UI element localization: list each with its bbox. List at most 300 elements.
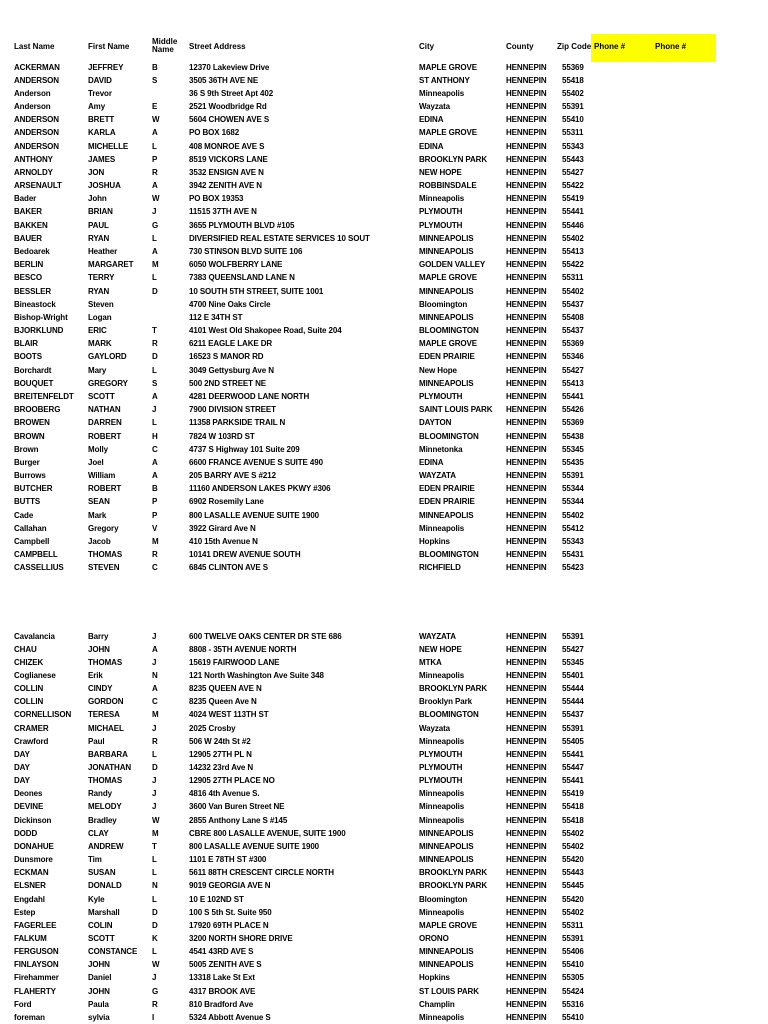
middle-initial-cell: W	[152, 815, 160, 825]
middle-initial-cell: K	[152, 933, 158, 943]
zip-code-cell: 55422	[562, 181, 584, 191]
middle-initial-cell: J	[152, 973, 157, 983]
city-cell: Champlin	[419, 999, 455, 1009]
zip-code-cell: 55391	[562, 631, 584, 641]
table-row	[0, 708, 768, 721]
table-row	[0, 443, 768, 456]
middle-initial-cell: C	[152, 563, 158, 573]
table-row	[0, 1011, 768, 1024]
last-name-cell: Cavalancia	[14, 631, 55, 641]
city-cell: Minneapolis	[419, 1012, 465, 1022]
middle-initial-cell: D	[152, 352, 158, 362]
county-cell: HENNEPIN	[506, 855, 547, 865]
city-cell: Minneapolis	[419, 88, 465, 98]
county-cell: HENNEPIN	[506, 233, 547, 243]
middle-initial-cell: J	[152, 631, 157, 641]
first-name-cell: Heather	[88, 247, 118, 257]
first-name-cell: GAYLORD	[88, 352, 127, 362]
zip-code-cell: 55426	[562, 405, 584, 415]
zip-code-cell: 55437	[562, 299, 584, 309]
first-name-cell: JOSHUA	[88, 181, 121, 191]
zip-code-cell: 55402	[562, 88, 584, 98]
last-name-cell: Campbell	[14, 536, 50, 546]
street-address-cell: 4737 S Highway 101 Suite 209	[189, 444, 300, 454]
city-cell: Wayzata	[419, 102, 451, 112]
middle-initial-cell: N	[152, 881, 158, 891]
table-row	[0, 643, 768, 656]
table-row	[0, 985, 768, 998]
first-name-cell: NATHAN	[88, 405, 121, 415]
city-cell: BROOKLYN PARK	[419, 154, 488, 164]
last-name-cell: BUTTS	[14, 497, 41, 507]
zip-code-cell: 55444	[562, 684, 584, 694]
city-cell: MINNEAPOLIS	[419, 960, 474, 970]
middle-initial-cell: L	[152, 855, 157, 865]
first-name-cell: PAUL	[88, 220, 109, 230]
table-row	[0, 774, 768, 787]
last-name-cell: BOOTS	[14, 352, 42, 362]
last-name-cell: FAGERLEE	[14, 920, 57, 930]
first-name-cell: CLAY	[88, 828, 109, 838]
table-row	[0, 998, 768, 1011]
zip-code-cell: 55410	[562, 1012, 584, 1022]
street-address-cell: 3532 ENSIGN AVE N	[189, 167, 264, 177]
table-row	[0, 179, 768, 192]
county-cell: HENNEPIN	[506, 999, 547, 1009]
zip-code-cell: 55402	[562, 841, 584, 851]
county-cell: HENNEPIN	[506, 75, 547, 85]
city-cell: Minneapolis	[419, 815, 465, 825]
street-address-cell: 5005 ZENITH AVE S	[189, 960, 262, 970]
last-name-cell: Engdahl	[14, 894, 45, 904]
first-name-cell: ANDREW	[88, 841, 124, 851]
county-cell: HENNEPIN	[506, 960, 547, 970]
city-cell: MINNEAPOLIS	[419, 855, 474, 865]
street-address-cell: 4024 WEST 113TH ST	[189, 710, 269, 720]
table-row	[0, 87, 768, 100]
county-cell: HENNEPIN	[506, 789, 547, 799]
last-name-cell: BROWN	[14, 431, 45, 441]
last-name-cell: CHAU	[14, 644, 37, 654]
street-address-cell: 121 North Washington Ave Suite 348	[189, 670, 324, 680]
street-address-cell: 500 2ND STREET NE	[189, 378, 266, 388]
first-name-cell: ROBERT	[88, 484, 122, 494]
last-name-cell: BESCO	[14, 273, 42, 283]
table-row	[0, 113, 768, 126]
city-cell: BLOOMINGTON	[419, 326, 479, 336]
street-address-cell: 6845 CLINTON AVE S	[189, 563, 268, 573]
last-name-cell: BREITENFELDT	[14, 392, 74, 401]
city-cell: ST LOUIS PARK	[419, 986, 479, 996]
table-row	[0, 800, 768, 813]
street-address-cell: 4541 43RD AVE S	[189, 947, 254, 957]
street-address-cell: 3505 36TH AVE NE	[189, 75, 259, 85]
zip-code-cell: 55424	[562, 986, 584, 996]
first-name-cell: MARK	[88, 339, 112, 349]
first-name-cell: SCOTT	[88, 392, 115, 401]
county-cell: HENNEPIN	[506, 723, 547, 733]
county-cell: HENNEPIN	[506, 550, 547, 560]
county-cell: HENNEPIN	[506, 868, 547, 878]
zip-code-cell: 55410	[562, 115, 584, 125]
county-cell: HENNEPIN	[506, 497, 547, 507]
zip-code-cell: 55346	[562, 352, 584, 362]
city-cell: Hopkins	[419, 536, 450, 546]
table-row	[0, 827, 768, 840]
last-name-cell: Anderson	[14, 88, 51, 98]
county-cell: HENNEPIN	[506, 947, 547, 957]
county-cell: HENNEPIN	[506, 220, 547, 230]
first-name-cell: SUSAN	[88, 868, 116, 878]
county-cell: HENNEPIN	[506, 894, 547, 904]
middle-initial-cell: H	[152, 431, 158, 441]
zip-code-cell: 55445	[562, 881, 584, 891]
zip-code-cell: 55423	[562, 563, 584, 573]
city-cell: MINNEAPOLIS	[419, 233, 474, 243]
table-row	[0, 271, 768, 284]
county-cell: HENNEPIN	[506, 510, 547, 520]
last-name-cell: BAKER	[14, 207, 42, 217]
county-cell: HENNEPIN	[506, 749, 547, 759]
table-row	[0, 324, 768, 337]
first-name-cell: Bradley	[88, 815, 117, 825]
middle-initial-cell: D	[152, 763, 158, 772]
city-cell: EDINA	[419, 115, 444, 125]
first-name-cell: BRETT	[88, 115, 115, 125]
street-address-cell: 36 S 9th Street Apt 402	[189, 88, 274, 98]
table-row	[0, 958, 768, 971]
middle-initial-cell: S	[152, 378, 158, 388]
zip-code-cell: 55345	[562, 444, 584, 454]
street-address-cell: 6211 EAGLE LAKE DR	[189, 339, 273, 349]
middle-initial-cell: J	[152, 802, 157, 812]
middle-initial-cell: N	[152, 670, 158, 680]
middle-initial-cell: L	[152, 365, 157, 375]
header-county: County	[506, 42, 534, 51]
county-cell: HENNEPIN	[506, 167, 547, 177]
street-address-cell: 205 BARRY AVE S #212	[189, 471, 276, 481]
city-cell: BLOOMINGTON	[419, 550, 479, 560]
first-name-cell: JEFFREY	[88, 62, 124, 72]
table-row	[0, 840, 768, 853]
first-name-cell: Molly	[88, 444, 108, 454]
table-row	[0, 945, 768, 958]
middle-initial-cell: V	[152, 523, 158, 533]
first-name-cell: Daniel	[88, 973, 112, 983]
zip-code-cell: 55435	[562, 457, 584, 467]
last-name-cell: BJORKLUND	[14, 326, 64, 336]
first-name-cell: JOHN	[88, 960, 110, 970]
first-name-cell: Joel	[88, 457, 104, 467]
street-address-cell: 5324 Abbott Avenue S	[189, 1012, 271, 1022]
first-name-cell: Amy	[88, 102, 106, 112]
table-row	[0, 748, 768, 761]
table-row	[0, 377, 768, 390]
middle-initial-cell: L	[152, 894, 157, 904]
city-cell: BROOKLYN PARK	[419, 684, 488, 694]
first-name-cell: Tim	[88, 855, 102, 865]
first-name-cell: BARBARA	[88, 749, 128, 759]
county-cell: HENNEPIN	[506, 154, 547, 164]
street-address-cell: 8235 QUEEN AVE N	[189, 684, 262, 694]
street-address-cell: 12905 27TH PLACE NO	[189, 776, 275, 786]
middle-initial-cell: J	[152, 776, 157, 786]
middle-initial-cell: A	[152, 644, 158, 654]
zip-code-cell: 55431	[562, 550, 584, 560]
table-row	[0, 192, 768, 205]
middle-initial-cell: T	[152, 326, 157, 336]
last-name-cell: ARNOLDY	[14, 167, 53, 177]
last-name-cell: FINLAYSON	[14, 960, 59, 970]
zip-code-cell: 55420	[562, 894, 584, 904]
street-address-cell: 6600 FRANCE AVENUE S SUITE 490	[189, 457, 323, 467]
table-row	[0, 735, 768, 748]
zip-code-cell: 55410	[562, 960, 584, 970]
last-name-cell: Burrows	[14, 471, 46, 481]
zip-code-cell: 55391	[562, 933, 584, 943]
zip-code-cell: 55441	[562, 392, 584, 401]
last-name-cell: ANDERSON	[14, 128, 59, 138]
middle-initial-cell: R	[152, 550, 158, 560]
table-row	[0, 879, 768, 892]
last-name-cell: FLAHERTY	[14, 986, 56, 996]
city-cell: Hopkins	[419, 973, 450, 983]
city-cell: BLOOMINGTON	[419, 710, 479, 720]
zip-code-cell: 55437	[562, 710, 584, 720]
city-cell: PLYMOUTH	[419, 220, 463, 230]
street-address-cell: 100 S 5th St. Suite 950	[189, 907, 272, 917]
last-name-cell: COLLIN	[14, 684, 44, 694]
city-cell: ST ANTHONY	[419, 75, 470, 85]
first-name-cell: Mark	[88, 510, 107, 520]
county-cell: HENNEPIN	[506, 920, 547, 930]
street-address-cell: 17920 69TH PLACE N	[189, 920, 269, 930]
table-row	[0, 74, 768, 87]
street-address-cell: 506 W 24th St #2	[189, 736, 251, 746]
first-name-cell: SCOTT	[88, 933, 115, 943]
county-cell: HENNEPIN	[506, 657, 547, 667]
first-name-cell: COLIN	[88, 920, 113, 930]
middle-initial-cell: P	[152, 510, 158, 520]
first-name-cell: Paul	[88, 736, 105, 746]
last-name-cell: ANDERSON	[14, 141, 59, 151]
street-address-cell: 11358 PARKSIDE TRAIL N	[189, 418, 286, 428]
county-cell: HENNEPIN	[506, 405, 547, 415]
first-name-cell: JON	[88, 167, 105, 177]
first-name-cell: THOMAS	[88, 776, 123, 786]
county-cell: HENNEPIN	[506, 115, 547, 125]
zip-code-cell: 55422	[562, 260, 584, 270]
county-cell: HENNEPIN	[506, 631, 547, 641]
last-name-cell: Brown	[14, 444, 39, 454]
county-cell: HENNEPIN	[506, 352, 547, 362]
header-street-address: Street Address	[189, 42, 246, 51]
last-name-cell: CASSELLIUS	[14, 563, 64, 573]
county-cell: HENNEPIN	[506, 986, 547, 996]
first-name-cell: JOHN	[88, 644, 110, 654]
city-cell: Minneapolis	[419, 907, 465, 917]
first-name-cell: KARLA	[88, 128, 116, 138]
last-name-cell: Bedoarek	[14, 247, 50, 257]
table-row	[0, 630, 768, 643]
zip-code-cell: 55446	[562, 220, 584, 230]
city-cell: MAPLE GROVE	[419, 273, 478, 283]
middle-initial-cell: B	[152, 484, 158, 494]
county-cell: HENNEPIN	[506, 260, 547, 270]
city-cell: Minneapolis	[419, 194, 465, 204]
street-address-cell: 4317 BROOK AVE	[189, 986, 256, 996]
header-phone-1: Phone #	[594, 42, 626, 51]
zip-code-cell: 55402	[562, 286, 584, 296]
county-cell: HENNEPIN	[506, 841, 547, 851]
city-cell: MINNEAPOLIS	[419, 510, 474, 520]
city-cell: SAINT LOUIS PARK	[419, 405, 493, 415]
last-name-cell: DAY	[14, 776, 30, 786]
middle-initial-cell: A	[152, 457, 158, 467]
county-cell: HENNEPIN	[506, 973, 547, 983]
last-name-cell: Ford	[14, 999, 32, 1009]
city-cell: EDEN PRAIRIE	[419, 497, 475, 507]
table-row	[0, 337, 768, 350]
middle-initial-cell: E	[152, 102, 158, 112]
first-name-cell: ROBERT	[88, 431, 122, 441]
table-row	[0, 682, 768, 695]
zip-code-cell: 55419	[562, 194, 584, 204]
table-row	[0, 561, 768, 574]
first-name-cell: TERRY	[88, 273, 115, 283]
county-cell: HENNEPIN	[506, 326, 547, 336]
last-name-cell: DEVINE	[14, 802, 44, 812]
last-name-cell: BROWEN	[14, 418, 50, 428]
city-cell: PLYMOUTH	[419, 207, 463, 217]
city-cell: EDEN PRAIRIE	[419, 484, 475, 494]
city-cell: Brooklyn Park	[419, 697, 472, 707]
street-address-cell: 800 LASALLE AVENUE SUITE 1900	[189, 841, 320, 851]
zip-code-cell: 55343	[562, 141, 584, 151]
table-row	[0, 548, 768, 561]
county-cell: HENNEPIN	[506, 815, 547, 825]
city-cell: MTKA	[419, 657, 442, 667]
last-name-cell: Firehammer	[14, 973, 59, 983]
street-address-cell: 14232 23rd Ave N	[189, 763, 254, 772]
city-cell: Minneapolis	[419, 789, 465, 799]
first-name-cell: MICHAEL	[88, 723, 124, 733]
city-cell: MINNEAPOLIS	[419, 947, 474, 957]
county-cell: HENNEPIN	[506, 907, 547, 917]
county-cell: HENNEPIN	[506, 484, 547, 494]
last-name-cell: DONAHUE	[14, 841, 54, 851]
city-cell: MINNEAPOLIS	[419, 286, 474, 296]
zip-code-cell: 55402	[562, 510, 584, 520]
city-cell: PLYMOUTH	[419, 776, 463, 786]
first-name-cell: Gregory	[88, 523, 119, 533]
table-row	[0, 522, 768, 535]
table-row	[0, 232, 768, 245]
street-address-cell: 800 LASALLE AVENUE SUITE 1900	[189, 510, 320, 520]
middle-initial-cell: A	[152, 392, 158, 401]
street-address-cell: 8235 Queen Ave N	[189, 697, 257, 707]
first-name-cell: STEVEN	[88, 563, 120, 573]
first-name-cell: THOMAS	[88, 550, 123, 560]
middle-initial-cell: R	[152, 736, 158, 746]
city-cell: Minneapolis	[419, 670, 465, 680]
table-row	[0, 153, 768, 166]
first-name-cell: GREGORY	[88, 378, 128, 388]
middle-initial-cell: A	[152, 128, 158, 138]
first-name-cell: Steven	[88, 299, 114, 309]
street-address-cell: 2521 Woodbridge Rd	[189, 102, 267, 112]
header-middle-name: Middle Name	[152, 37, 178, 54]
zip-code-cell: 55401	[562, 670, 584, 680]
zip-code-cell: 55405	[562, 736, 584, 746]
zip-code-cell: 55391	[562, 102, 584, 112]
city-cell: EDEN PRAIRIE	[419, 352, 475, 362]
street-address-cell: 410 15th Avenue N	[189, 536, 258, 546]
table-row	[0, 311, 768, 324]
city-cell: MINNEAPOLIS	[419, 312, 474, 322]
first-name-cell: Erik	[88, 670, 103, 680]
middle-initial-cell: W	[152, 960, 160, 970]
table-row	[0, 906, 768, 919]
city-cell: MAPLE GROVE	[419, 128, 478, 138]
middle-initial-cell: R	[152, 999, 158, 1009]
county-cell: HENNEPIN	[506, 194, 547, 204]
first-name-cell: CINDY	[88, 684, 113, 694]
table-row	[0, 509, 768, 522]
middle-initial-cell: G	[152, 220, 159, 230]
middle-initial-cell: L	[152, 141, 157, 151]
county-cell: HENNEPIN	[506, 128, 547, 138]
street-address-cell: 10141 DREW AVENUE SOUTH	[189, 550, 301, 560]
last-name-cell: BESSLER	[14, 286, 52, 296]
last-name-cell: DAY	[14, 749, 30, 759]
county-cell: HENNEPIN	[506, 1012, 547, 1022]
last-name-cell: ANDERSON	[14, 75, 59, 85]
table-row	[0, 866, 768, 879]
table-row	[0, 495, 768, 508]
county-cell: HENNEPIN	[506, 736, 547, 746]
last-name-cell: foreman	[14, 1012, 45, 1022]
first-name-cell: MARGARET	[88, 260, 134, 270]
table-row	[0, 205, 768, 218]
table-row	[0, 430, 768, 443]
table-row	[0, 100, 768, 113]
middle-initial-cell: J	[152, 723, 157, 733]
city-cell: PLYMOUTH	[419, 392, 463, 401]
city-cell: Bloomington	[419, 299, 468, 309]
zip-code-cell: 55412	[562, 523, 584, 533]
middle-initial-cell: M	[152, 828, 159, 838]
street-address-cell: 3655 PLYMOUTH BLVD #105	[189, 220, 295, 230]
zip-code-cell: 55369	[562, 62, 584, 72]
zip-code-cell: 55418	[562, 815, 584, 825]
city-cell: MAPLE GROVE	[419, 62, 478, 72]
city-cell: WAYZATA	[419, 471, 456, 481]
street-address-cell: 12905 27TH PL N	[189, 749, 252, 759]
header-last-name: Last Name	[14, 42, 55, 51]
last-name-cell: BLAIR	[14, 339, 38, 349]
last-name-cell: BAKKEN	[14, 220, 48, 230]
zip-code-cell: 55441	[562, 207, 584, 217]
street-address-cell: 3049 Gettysburg Ave N	[189, 365, 274, 375]
middle-initial-cell: A	[152, 247, 158, 257]
city-cell: NEW HOPE	[419, 167, 462, 177]
table-row	[0, 695, 768, 708]
street-address-cell: 2855 Anthony Lane S #145	[189, 815, 288, 825]
street-address-cell: 112 E 34TH ST	[189, 312, 243, 322]
zip-code-cell: 55402	[562, 828, 584, 838]
middle-initial-cell: W	[152, 194, 160, 204]
